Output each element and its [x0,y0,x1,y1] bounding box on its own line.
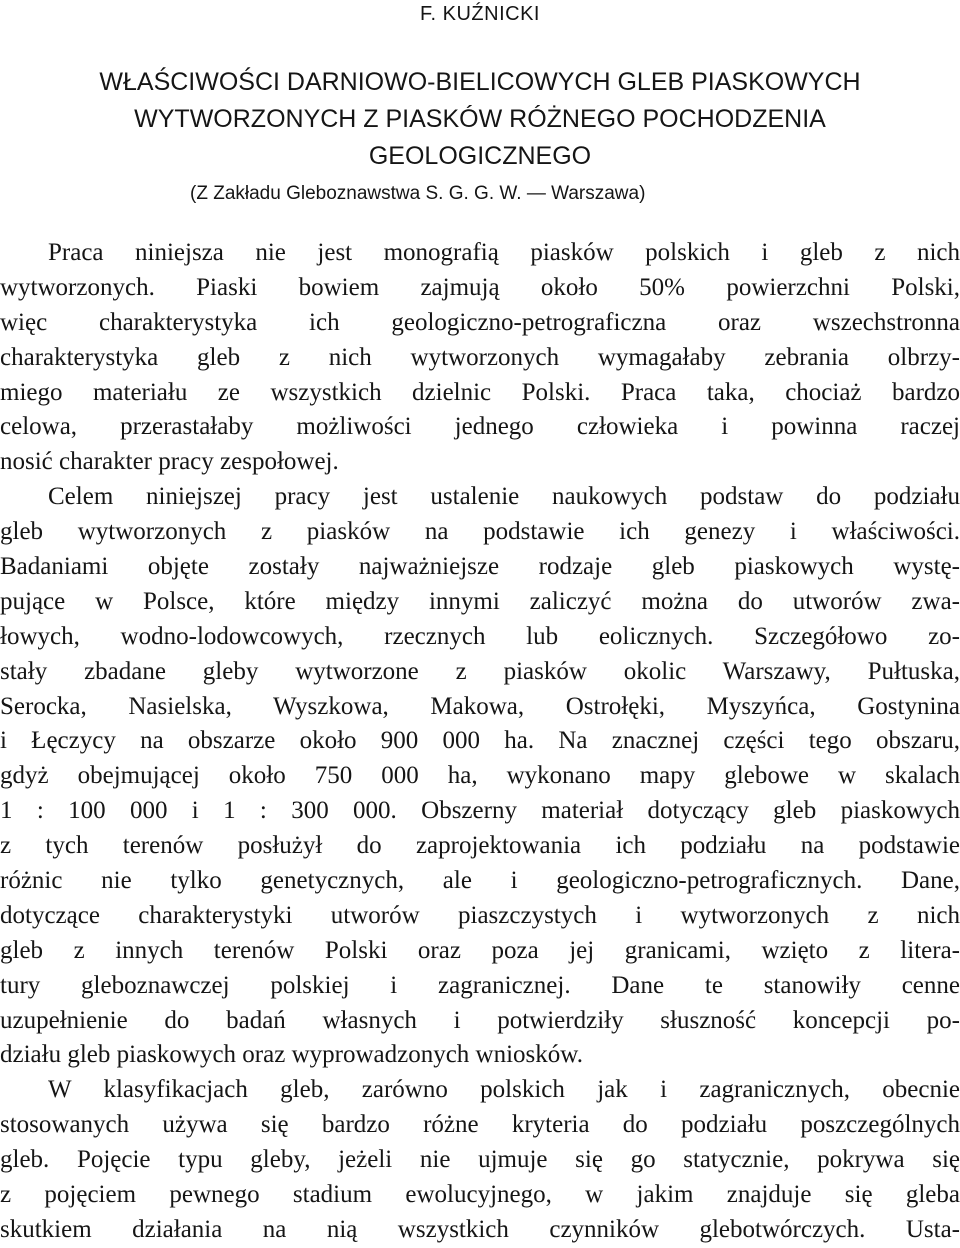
paragraph-line: nosić charakter pracy zespołowej. [0,448,339,476]
title-line: GEOLOGICZNEGO [368,142,592,170]
title-line: WYTWORZONYCH Z PIASKÓW RÓŻNEGO POCHODZENIA [134,105,826,133]
paragraph-line: pujące w Polsce, które między innymi zaliczyć można do utworów zwa- [0,587,960,615]
paragraph-line: W klasyfikacjach gleb, zarówno polskich jak i zagranicznych, obecnie [48,1076,960,1104]
paragraph-line: skutkiem działania na nią wszystkich czynników glebotwórczych. Usta- [0,1215,960,1243]
paragraph-line: 1 : 100 000 i 1 : 300 000. Obszerny materiał dotyczący gleb piaskowych [0,797,960,825]
affiliation-note: (Z Zakładu Gleboznawstwa S. G. G. W. — Warszawa) [190,183,646,204]
paragraph-line: z pojęciem pewnego stadium ewolucyjnego, w jakim znajduje się gleba [0,1181,960,1209]
paragraph-line: wytworzonych. Piaski bowiem zajmują około 50% powierzchni Polski, [0,273,960,301]
paragraph-line: więc charakterystyka ich geologiczno-petrograficzna oraz wszechstronna [0,308,960,336]
title-line: WŁAŚCIWOŚCI DARNIOWO-BIELICOWYCH GLEB PIASKOWYCH [99,68,861,96]
paragraph-line: dotyczące charakterystyki utworów piaszczystych i wytworzonych z nich [0,901,960,929]
paragraph-line: gleb wytworzonych z piasków na podstawie ich genezy i właściwości. [0,518,960,546]
paragraph-line: działu gleb piaskowych oraz wyprowadzonych wniosków. [0,1041,583,1069]
paragraph-line: Badaniami objęte zostały najważniejsze rodzaje gleb piaskowych wystę- [0,553,960,581]
paragraph-line: Serocka, Nasielska, Wyszkowa, Makowa, Ostrołęki, Myszyńca, Gostynina [0,692,960,720]
paragraph-line: stały zbadane gleby wytworzone z piasków okolic Warszawy, Pułtuska, [0,657,960,685]
paragraph-line: celowa, przerastałaby możliwości jednego człowieka i powinna raczej [0,413,960,441]
paragraph-line: i Łęczycy na obszarze około 900 000 ha. Na znacznej części tego obszaru, [0,727,960,755]
paragraph-line: gleb z innych terenów Polski oraz poza jej granicami, wzięto z litera- [0,936,960,964]
paragraph-line: charakterystyka gleb z nich wytworzonych wymagałaby zebrania olbrzy- [0,343,960,371]
paragraph-line: miego materiału ze wszystkich dzielnic Polski. Praca taka, chociaż bardzo [0,378,960,406]
paragraph-line: gdyż obejmującej około 750 000 ha, wykonano mapy glebowe w skalach [0,762,960,790]
article-title [0,64,960,175]
paragraph-line: Praca niniejsza nie jest monografią piasków polskich i gleb z nich [48,239,960,266]
paragraph-line: z tych terenów posłużył do zaprojektowania ich podziału na podstawie [0,832,960,860]
paragraph-line: gleb. Pojęcie typu gleby, jeżeli nie ujmuje się go statycznie, pokrywa się [0,1146,960,1174]
paragraph-line: różnic nie tylko genetycznych, ale i geologiczno-petrograficznych. Dane, [0,867,960,895]
article-body [0,236,960,1248]
paragraph-line: stosowanych używa się bardzo różne kryteria do podziału poszczególnych [0,1111,960,1139]
author-name: F. KUŹNICKI [420,3,540,25]
paragraph-line: łowych, wodno-lodowcowych, rzecznych lub eolicznych. Szczegółowo zo- [0,622,960,650]
paragraph-line: Celem niniejszej pracy jest ustalenie naukowych podstaw do podziału [48,483,960,511]
paragraph-line: uzupełnienie do badań własnych i potwierdziły słuszność koncepcji po- [0,1006,960,1034]
paragraph-line: tury gleboznawczej polskiej i zagranicznej. Dane te stanowiły cenne [0,971,960,999]
